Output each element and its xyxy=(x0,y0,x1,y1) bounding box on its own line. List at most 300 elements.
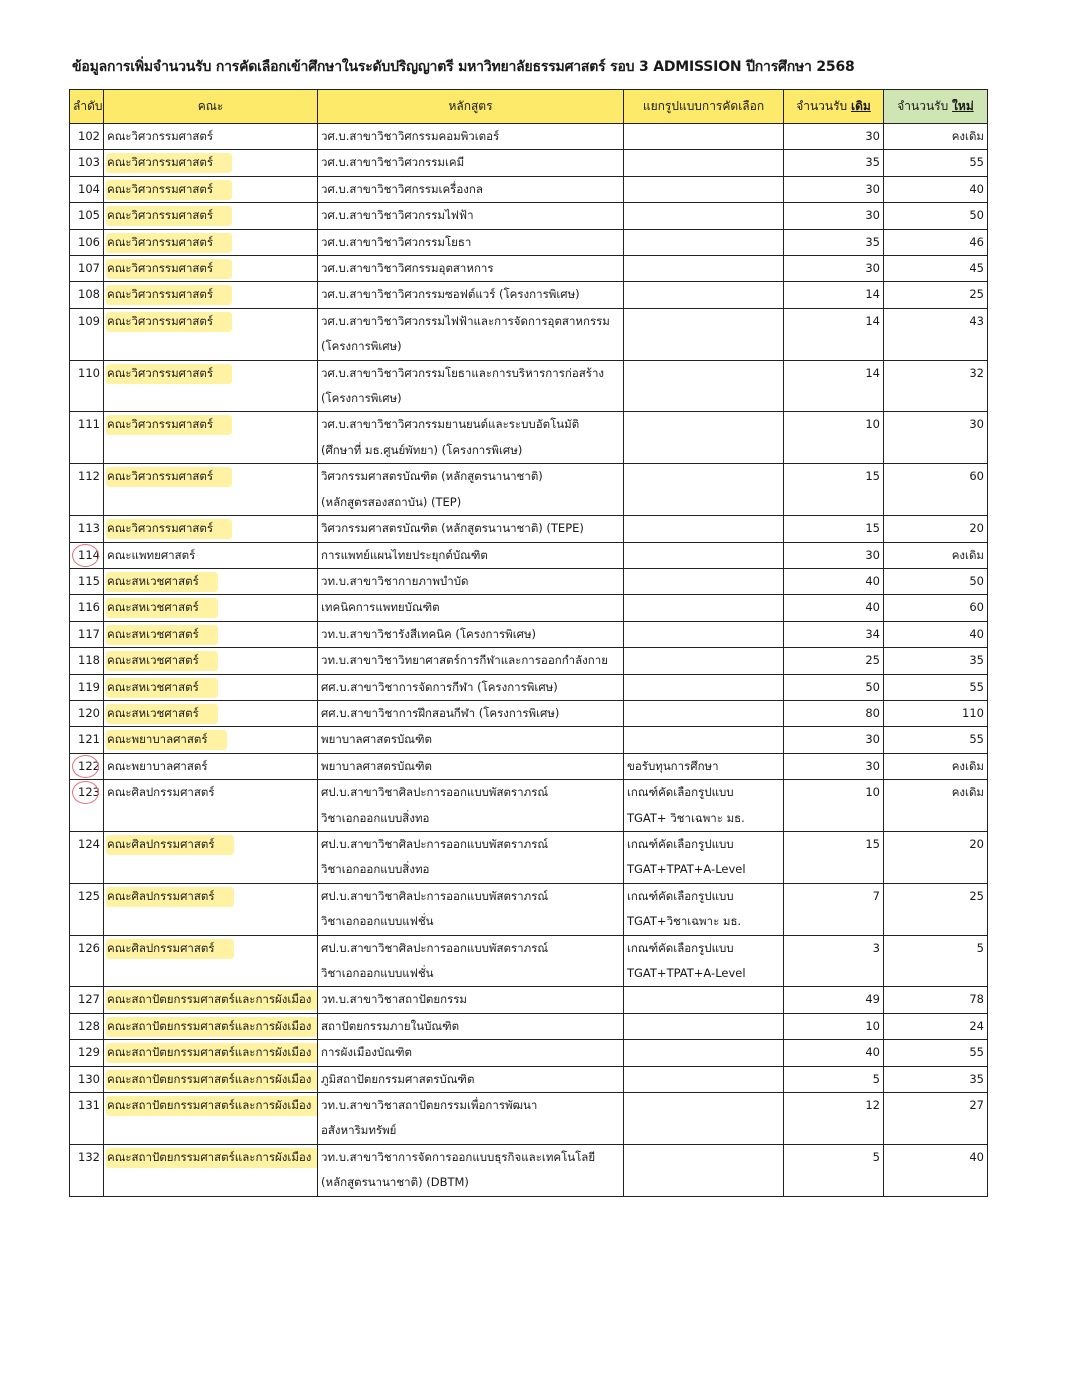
table-row xyxy=(70,516,988,542)
row-number-text: 105 xyxy=(78,208,100,223)
faculty-highlighted: คณะวิศวกรรมศาสตร์ xyxy=(107,207,231,225)
selection-cell xyxy=(624,1144,784,1196)
old-quota: 3 xyxy=(784,935,884,987)
program-line: ศศ.บ.สาขาวิชาการจัดการกีฬา (โครงการพิเศษ) xyxy=(321,679,558,694)
table-row xyxy=(70,150,988,176)
program-cell xyxy=(318,516,624,542)
new-quota: 25 xyxy=(884,282,988,308)
program-line: วิชาเอกออกแบบแฟชั่น xyxy=(321,966,434,980)
program-line: วิชาเอกออกแบบสิ่งทอ xyxy=(321,862,430,877)
row-number xyxy=(70,595,104,621)
program-cell xyxy=(318,700,624,726)
selection-cell xyxy=(624,256,784,282)
old-quota: 40 xyxy=(784,568,884,594)
old-quota: 40 xyxy=(784,1040,884,1066)
program-cell xyxy=(318,727,624,753)
row-number-text: 107 xyxy=(78,261,100,276)
program-line: วศ.บ.สาขาวิชาวิศวกรรมโยธาและการบริหารการก่อสร้าง xyxy=(321,365,605,380)
old-quota: 14 xyxy=(784,308,884,360)
faculty-text: คณะศิลปกรรมศาสตร์ xyxy=(107,785,215,800)
old-quota: 34 xyxy=(784,621,884,647)
new-quota: 20 xyxy=(884,831,988,883)
table-row xyxy=(70,542,988,568)
program-cell xyxy=(318,648,624,674)
selection-line: เกณฑ์คัดเลือกรูปแบบ xyxy=(627,888,734,903)
new-quota: 46 xyxy=(884,229,988,255)
row-number-text: 129 xyxy=(78,1045,100,1060)
program-line: วศ.บ.สาขาวิชาวิศวกรรมเคมี xyxy=(321,155,465,170)
row-number-text: 102 xyxy=(78,129,100,143)
row-number-text: 121 xyxy=(78,732,100,747)
program-cell xyxy=(318,1066,624,1092)
faculty-cell xyxy=(104,176,318,202)
program-cell xyxy=(318,674,624,700)
faculty-highlighted: คณะสหเวชศาสตร์ xyxy=(107,679,217,697)
new-quota: 50 xyxy=(884,203,988,229)
row-number xyxy=(70,229,104,255)
new-quota: 78 xyxy=(884,987,988,1013)
new-quota: 24 xyxy=(884,1013,988,1039)
faculty-highlighted: คณะสหเวชศาสตร์ xyxy=(107,599,217,617)
faculty-cell xyxy=(104,753,318,779)
new-quota: คงเดิม xyxy=(884,542,988,568)
admission-table xyxy=(69,89,988,1197)
row-number-text: 104 xyxy=(78,181,100,196)
program-line: วศ.บ.สาขาวิชาวิศวกรรมโยธา xyxy=(321,234,472,249)
program-cell xyxy=(318,150,624,176)
program-cell xyxy=(318,412,624,464)
row-number xyxy=(70,727,104,753)
row-number-text: 119 xyxy=(78,679,100,694)
row-number xyxy=(70,124,104,150)
row-number-text: 106 xyxy=(78,234,100,249)
program-cell xyxy=(318,360,624,412)
table-row xyxy=(70,1144,988,1196)
program-line: วศ.บ.สาขาวิชาวิศกรรมเครื่องกล xyxy=(321,181,483,196)
old-quota: 5 xyxy=(784,1066,884,1092)
new-quota: คงเดิม xyxy=(884,753,988,779)
row-number xyxy=(70,1093,104,1145)
selection-cell xyxy=(624,1040,784,1066)
program-line: วศ.บ.สาขาวิชาวิศวกรรมไฟฟ้า xyxy=(321,208,474,223)
selection-cell xyxy=(624,595,784,621)
row-number-text: 111 xyxy=(78,417,100,432)
old-quota: 80 xyxy=(784,700,884,726)
new-quota: 55 xyxy=(884,1040,988,1066)
row-number-text: 120 xyxy=(78,705,100,720)
program-line: สถาปัตยกรรมภายในบัณฑิต xyxy=(321,1018,460,1033)
row-number xyxy=(70,935,104,987)
selection-cell xyxy=(624,831,784,883)
table-row xyxy=(70,176,988,202)
row-number xyxy=(70,700,104,726)
new-quota: 40 xyxy=(884,1144,988,1196)
table-row xyxy=(70,1093,988,1145)
faculty-cell xyxy=(104,595,318,621)
program-line: (หลักสูตรสองสถาบัน) (TEP) xyxy=(321,494,462,509)
faculty-cell xyxy=(104,464,318,516)
old-quota: 30 xyxy=(784,727,884,753)
faculty-cell xyxy=(104,987,318,1013)
new-quota: 45 xyxy=(884,256,988,282)
program-line: วิศวกรรมศาสตรบัณฑิต (หลักสูตรนานาชาติ) xyxy=(321,469,543,484)
faculty-highlighted: คณะสหเวชศาสตร์ xyxy=(107,626,217,644)
new-quota: 55 xyxy=(884,674,988,700)
new-quota: คงเดิม xyxy=(884,124,988,150)
row-number-circled: 123 xyxy=(78,780,100,805)
faculty-highlighted: คณะศิลปกรรมศาสตร์ xyxy=(107,836,233,854)
selection-cell xyxy=(624,360,784,412)
row-number-text: 130 xyxy=(78,1071,100,1086)
faculty-cell xyxy=(104,542,318,568)
selection-cell xyxy=(624,203,784,229)
row-number-text: 131 xyxy=(78,1098,100,1113)
row-number-text: 126 xyxy=(78,940,100,955)
program-cell xyxy=(318,229,624,255)
program-line: (หลักสูตรนานาชาติ) (DBTM) xyxy=(321,1175,469,1190)
faculty-cell xyxy=(104,124,318,150)
row-number xyxy=(70,648,104,674)
faculty-highlighted: คณะวิศวกรรมศาสตร์ xyxy=(107,181,231,199)
new-quota: 40 xyxy=(884,176,988,202)
row-number xyxy=(70,621,104,647)
row-number xyxy=(70,282,104,308)
program-line: อสังหาริมทรัพย์ xyxy=(321,1123,397,1138)
table-row xyxy=(70,308,988,360)
selection-cell xyxy=(624,935,784,987)
program-line: ศศ.บ.สาขาวิชาการฝึกสอนกีฬา (โครงการพิเศษ) xyxy=(321,705,560,720)
program-cell xyxy=(318,568,624,594)
table-row xyxy=(70,256,988,282)
row-number xyxy=(70,1066,104,1092)
program-cell xyxy=(318,176,624,202)
new-quota: 35 xyxy=(884,1066,988,1092)
program-line: ศป.บ.สาขาวิชาศิลปะการออกแบบพัสตราภรณ์ xyxy=(321,836,549,851)
row-number-text: 110 xyxy=(78,365,100,380)
new-quota: 40 xyxy=(884,621,988,647)
row-number xyxy=(70,412,104,464)
row-number-text: 116 xyxy=(78,600,100,615)
faculty-highlighted: คณะศิลปกรรมศาสตร์ xyxy=(107,888,233,906)
row-number-text: 118 xyxy=(78,653,100,668)
program-cell xyxy=(318,203,624,229)
program-cell xyxy=(318,621,624,647)
faculty-cell xyxy=(104,256,318,282)
table-row xyxy=(70,282,988,308)
program-line: วศ.บ.สาขาวิชาวิศวกรรมยานยนต์และระบบอัตโนมัติ xyxy=(321,417,580,432)
old-quota: 35 xyxy=(784,229,884,255)
row-number-text: 124 xyxy=(78,836,100,851)
program-cell xyxy=(318,282,624,308)
table-row xyxy=(70,780,988,832)
old-quota: 40 xyxy=(784,595,884,621)
selection-cell xyxy=(624,568,784,594)
row-number xyxy=(70,831,104,883)
old-quota: 25 xyxy=(784,648,884,674)
faculty-highlighted: คณะวิศวกรรมศาสตร์ xyxy=(107,234,231,252)
faculty-cell xyxy=(104,412,318,464)
new-quota: 60 xyxy=(884,464,988,516)
faculty-cell xyxy=(104,648,318,674)
old-quota: 7 xyxy=(784,883,884,935)
program-cell xyxy=(318,831,624,883)
faculty-cell xyxy=(104,700,318,726)
faculty-highlighted: คณะสหเวชศาสตร์ xyxy=(107,705,217,723)
header-row xyxy=(70,90,988,124)
program-cell xyxy=(318,1093,624,1145)
row-number-text: 128 xyxy=(78,1018,100,1033)
faculty-text: คณะพยาบาลศาสตร์ xyxy=(107,758,208,773)
row-number-text: 125 xyxy=(78,888,100,903)
selection-cell xyxy=(624,464,784,516)
faculty-cell xyxy=(104,150,318,176)
program-cell xyxy=(318,987,624,1013)
faculty-cell xyxy=(104,1040,318,1066)
faculty-highlighted: คณะวิศวกรรมศาสตร์ xyxy=(107,365,231,383)
program-cell xyxy=(318,780,624,832)
row-number-text: 108 xyxy=(78,287,100,302)
row-number xyxy=(70,674,104,700)
new-quota: 43 xyxy=(884,308,988,360)
old-quota: 30 xyxy=(784,542,884,568)
program-cell xyxy=(318,935,624,987)
old-quota: 35 xyxy=(784,150,884,176)
old-quota: 15 xyxy=(784,831,884,883)
program-line: วศ.บ.สาขาวิชาวิศวกรรมซอฟต์แวร์ (โครงการพิเศษ) xyxy=(321,287,580,302)
selection-cell xyxy=(624,1013,784,1039)
row-number xyxy=(70,987,104,1013)
faculty-highlighted: คณะศิลปกรรมศาสตร์ xyxy=(107,940,233,958)
table-row xyxy=(70,1040,988,1066)
faculty-highlighted: คณะวิศวกรรมศาสตร์ xyxy=(107,154,231,172)
selection-cell xyxy=(624,516,784,542)
selection-cell xyxy=(624,780,784,832)
table-row xyxy=(70,203,988,229)
table-row xyxy=(70,1013,988,1039)
selection-cell xyxy=(624,648,784,674)
faculty-highlighted: คณะวิศวกรรมศาสตร์ xyxy=(107,416,231,434)
program-line: ศป.บ.สาขาวิชาศิลปะการออกแบบพัสตราภรณ์ xyxy=(321,940,549,955)
program-line: เทคนิคการแพทยบัณฑิต xyxy=(321,600,440,615)
faculty-highlighted: คณะสถาปัตยกรรมศาสตร์และการผังเมือง xyxy=(107,1071,318,1089)
row-number xyxy=(70,308,104,360)
faculty-highlighted: คณะสถาปัตยกรรมศาสตร์และการผังเมือง xyxy=(107,1149,318,1167)
new-quota: 5 xyxy=(884,935,988,987)
row-number-text: 115 xyxy=(78,573,100,588)
faculty-cell xyxy=(104,674,318,700)
program-line: พยาบาลศาสตรบัณฑิต xyxy=(321,732,432,747)
program-cell xyxy=(318,308,624,360)
header-order: ลำดับ xyxy=(70,90,104,124)
new-quota: 32 xyxy=(884,360,988,412)
selection-line: เกณฑ์คัดเลือกรูปแบบ xyxy=(627,940,734,955)
table-row xyxy=(70,883,988,935)
old-quota: 30 xyxy=(784,124,884,150)
program-line: ภูมิสถาปัตยกรรมศาสตรบัณฑิต xyxy=(321,1071,475,1086)
old-quota: 15 xyxy=(784,464,884,516)
program-cell xyxy=(318,256,624,282)
faculty-cell xyxy=(104,883,318,935)
faculty-text: คณะวิศวกรรมศาสตร์ xyxy=(107,129,214,143)
selection-line: TGAT+วิชาเฉพาะ มธ. xyxy=(627,914,742,929)
row-number-text: 132 xyxy=(78,1149,100,1164)
program-cell xyxy=(318,124,624,150)
row-number xyxy=(70,1013,104,1039)
row-number xyxy=(70,1144,104,1196)
faculty-cell xyxy=(104,935,318,987)
faculty-cell xyxy=(104,621,318,647)
row-number xyxy=(70,203,104,229)
faculty-highlighted: คณะสหเวชศาสตร์ xyxy=(107,573,217,591)
table-row xyxy=(70,464,988,516)
new-quota: 55 xyxy=(884,727,988,753)
faculty-highlighted: คณะสหเวชศาสตร์ xyxy=(107,652,217,670)
header-program: หลักสูตร xyxy=(318,90,624,124)
new-quota: 27 xyxy=(884,1093,988,1145)
table-row xyxy=(70,753,988,779)
table-row xyxy=(70,648,988,674)
faculty-cell xyxy=(104,1144,318,1196)
faculty-highlighted: คณะพยาบาลศาสตร์ xyxy=(107,731,226,749)
program-line: วท.บ.สาขาวิชาสถาปัตยกรรม xyxy=(321,992,468,1007)
faculty-cell xyxy=(104,1066,318,1092)
table-body xyxy=(70,124,988,1197)
program-line: (ศึกษาที่ มธ.ศูนย์พัทยา) (โครงการพิเศษ) xyxy=(321,442,523,457)
old-quota: 10 xyxy=(784,1013,884,1039)
selection-cell xyxy=(624,727,784,753)
selection-cell xyxy=(624,883,784,935)
faculty-cell xyxy=(104,229,318,255)
row-number xyxy=(70,176,104,202)
program-line: วิชาเอกออกแบบสิ่งทอ xyxy=(321,810,430,825)
faculty-cell xyxy=(104,203,318,229)
header-selection: แยกรูปแบบการคัดเลือก xyxy=(624,90,784,124)
program-line: วท.บ.สาขาวิชาการจัดการออกแบบธุรกิจและเทคโนโลยี xyxy=(321,1149,596,1164)
table-row xyxy=(70,621,988,647)
row-number-circled: 122 xyxy=(78,754,100,779)
faculty-cell xyxy=(104,568,318,594)
table-row xyxy=(70,700,988,726)
new-quota: 30 xyxy=(884,412,988,464)
new-quota: 35 xyxy=(884,648,988,674)
old-quota: 30 xyxy=(784,753,884,779)
program-line: วท.บ.สาขาวิชากายภาพบำบัด xyxy=(321,573,469,588)
program-line: วศ.บ.สาขาวิชาวิศกรรมคอมพิวเตอร์ xyxy=(321,129,500,143)
old-quota: 5 xyxy=(784,1144,884,1196)
old-quota: 15 xyxy=(784,516,884,542)
selection-cell xyxy=(624,674,784,700)
row-number xyxy=(70,753,104,779)
header-new-quota: จำนวนรับ ใหม่ xyxy=(884,90,988,124)
row-number-text: 112 xyxy=(78,469,100,484)
row-number-text: 103 xyxy=(78,155,100,170)
row-number xyxy=(70,516,104,542)
selection-cell xyxy=(624,1066,784,1092)
faculty-highlighted: คณะสถาปัตยกรรมศาสตร์และการผังเมือง xyxy=(107,991,318,1009)
selection-line: ขอรับทุนการศึกษา xyxy=(627,758,719,773)
row-number xyxy=(70,780,104,832)
program-line: พยาบาลศาสตรบัณฑิต xyxy=(321,758,432,773)
selection-cell xyxy=(624,229,784,255)
new-quota: 60 xyxy=(884,595,988,621)
old-quota: 14 xyxy=(784,282,884,308)
program-cell xyxy=(318,883,624,935)
table-row xyxy=(70,568,988,594)
faculty-cell xyxy=(104,780,318,832)
row-number xyxy=(70,150,104,176)
row-number xyxy=(70,542,104,568)
selection-line: เกณฑ์คัดเลือกรูปแบบ xyxy=(627,836,734,851)
old-quota: 12 xyxy=(784,1093,884,1145)
program-cell xyxy=(318,464,624,516)
program-line: วท.บ.สาขาวิชาสถาปัตยกรรมเพื่อการพัฒนา xyxy=(321,1098,538,1113)
new-quota: 50 xyxy=(884,568,988,594)
row-number xyxy=(70,256,104,282)
table-row xyxy=(70,935,988,987)
faculty-cell xyxy=(104,831,318,883)
faculty-highlighted: คณะวิศวกรรมศาสตร์ xyxy=(107,520,231,538)
selection-cell xyxy=(624,753,784,779)
new-quota: 25 xyxy=(884,883,988,935)
selection-cell xyxy=(624,1093,784,1145)
row-number xyxy=(70,464,104,516)
old-quota: 49 xyxy=(784,987,884,1013)
new-quota: 55 xyxy=(884,150,988,176)
program-line: (โครงการพิเศษ) xyxy=(321,339,402,354)
selection-cell xyxy=(624,542,784,568)
program-line: วิชาเอกออกแบบแฟชั่น xyxy=(321,914,434,929)
program-line: การแพทย์แผนไทยประยุกต์บัณฑิต xyxy=(321,547,488,562)
new-quota: 110 xyxy=(884,700,988,726)
faculty-cell xyxy=(104,282,318,308)
program-cell xyxy=(318,542,624,568)
selection-line: TGAT+TPAT+A-Level xyxy=(627,862,746,877)
row-number xyxy=(70,883,104,935)
selection-cell xyxy=(624,308,784,360)
row-number-text: 117 xyxy=(78,626,100,641)
selection-cell xyxy=(624,412,784,464)
program-line: วศ.บ.สาขาวิชาวิศวกรรมไฟฟ้าและการจัดการอุตสาหกรรม xyxy=(321,313,610,328)
old-quota: 30 xyxy=(784,203,884,229)
selection-cell xyxy=(624,700,784,726)
header-faculty: คณะ xyxy=(104,90,318,124)
program-line: วิศวกรรมศาสตรบัณฑิต (หลักสูตรนานาชาติ) (TEPE) xyxy=(321,521,584,536)
row-number-text: 109 xyxy=(78,313,100,328)
table-row xyxy=(70,831,988,883)
new-quota: คงเดิม xyxy=(884,780,988,832)
program-line: (โครงการพิเศษ) xyxy=(321,391,402,406)
table-row xyxy=(70,674,988,700)
faculty-cell xyxy=(104,1013,318,1039)
faculty-cell xyxy=(104,727,318,753)
faculty-highlighted: คณะวิศวกรรมศาสตร์ xyxy=(107,260,231,278)
old-quota: 30 xyxy=(784,176,884,202)
table-row xyxy=(70,412,988,464)
row-number xyxy=(70,1040,104,1066)
old-quota: 10 xyxy=(784,780,884,832)
selection-cell xyxy=(624,621,784,647)
program-line: ศป.บ.สาขาวิชาศิลปะการออกแบบพัสตราภรณ์ xyxy=(321,888,549,903)
table-row xyxy=(70,1066,988,1092)
row-number-circled: 114 xyxy=(78,543,100,568)
faculty-highlighted: คณะวิศวกรรมศาสตร์ xyxy=(107,468,231,486)
program-cell xyxy=(318,595,624,621)
table-row xyxy=(70,987,988,1013)
faculty-cell xyxy=(104,308,318,360)
old-quota: 50 xyxy=(784,674,884,700)
program-cell xyxy=(318,753,624,779)
program-cell xyxy=(318,1040,624,1066)
